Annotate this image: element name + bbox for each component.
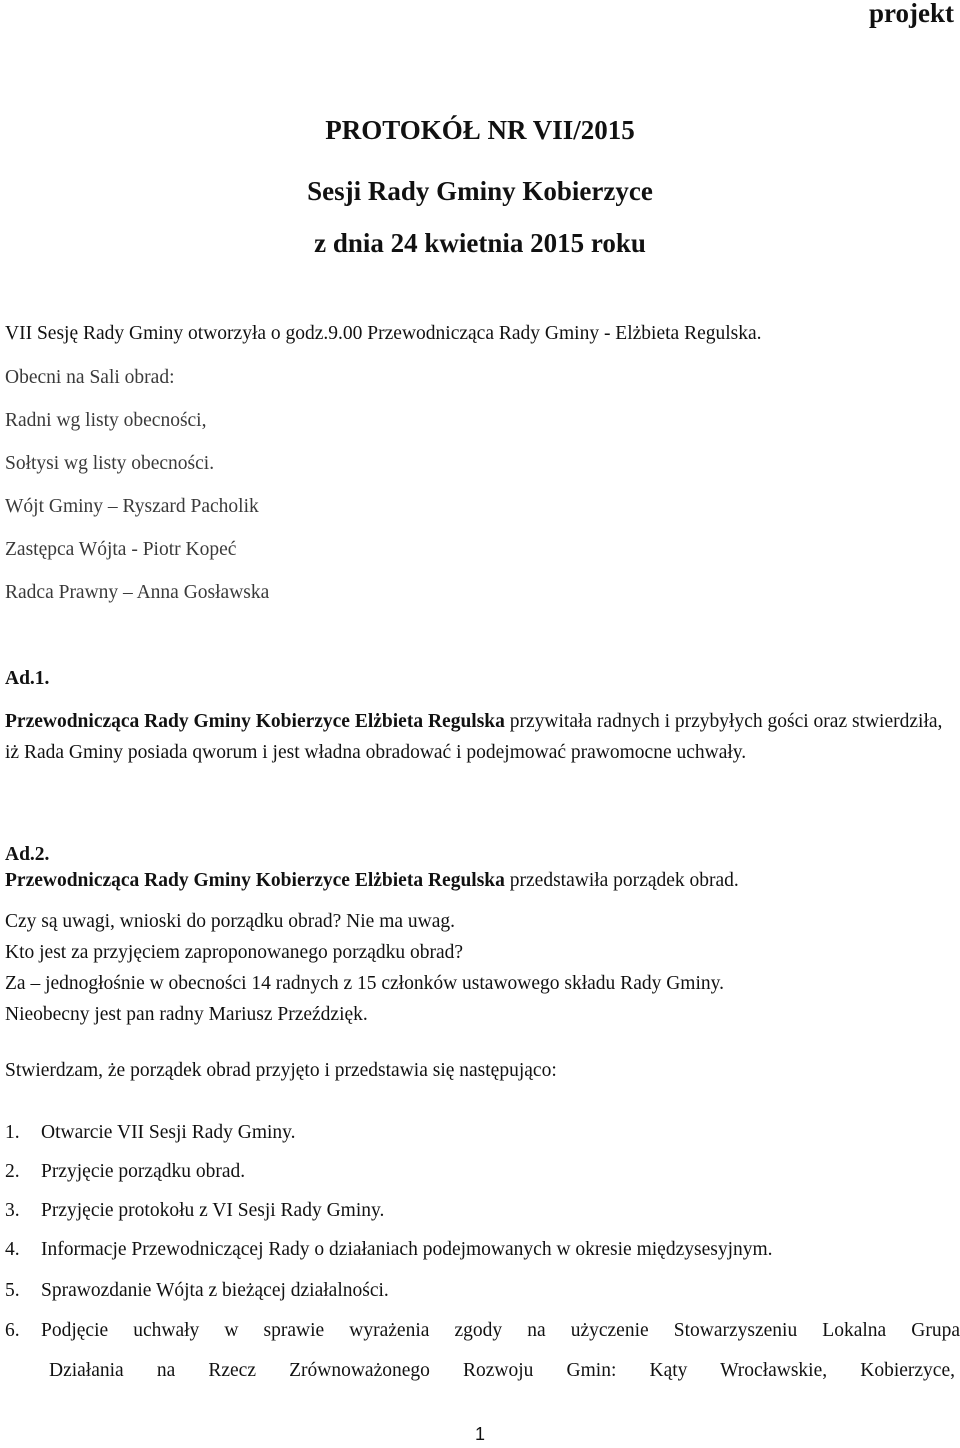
agenda-item-text: Przyjęcie protokołu z VI Sesji Rady Gminy. (41, 1200, 385, 1221)
present-item: Zastępca Wójta - Piotr Kopeć (5, 539, 237, 560)
ad2-heading: Ad.2. (5, 844, 50, 865)
ad2-line: Kto jest za przyjęciem zaproponowanego porządku obrad? (5, 942, 464, 963)
page-number: 1 (474, 1424, 485, 1444)
agenda-statement: Stwierdzam, że porządek obrad przyjęto i przedstawia się następująco: (5, 1060, 557, 1081)
agenda-item-number: 1. (5, 1122, 20, 1143)
present-item: Sołtysi wg listy obecności. (5, 453, 215, 474)
agenda-item (5, 1122, 960, 1144)
ad1-speaker: Przewodnicząca Rady Gminy Kobierzyce Elżbieta Regulska (5, 711, 505, 732)
present-item: Wójt Gminy – Ryszard Pacholik (5, 496, 259, 517)
ad2-line: Czy są uwagi, wnioski do porządku obrad? Nie ma uwag. (5, 911, 456, 932)
session-date: z dnia 24 kwietnia 2015 roku (314, 228, 646, 258)
ad2-paragraph (5, 870, 739, 892)
agenda-item-text: Informacje Przewodniczącej Rady o działaniach podejmowanych w okresie międzysesyjnym. (41, 1239, 773, 1260)
agenda-item (5, 1239, 960, 1261)
agenda-item-text: Podjęcie uchwały w sprawie wyrażenia zgody na użyczenie Stowarzyszeniu Lokalna Grupa (41, 1320, 960, 1341)
ad2-line: Nieobecny jest pan radny Mariusz Przeździęk. (5, 1004, 368, 1025)
agenda-item (5, 1161, 960, 1183)
agenda-item-text: Przyjęcie porządku obrad. (41, 1161, 246, 1182)
agenda-item (5, 1320, 960, 1342)
present-item: Radni wg listy obecności, (5, 410, 207, 431)
opening-line: VII Sesję Rady Gminy otworzyła o godz.9.00 Przewodnicząca Rady Gminy - Elżbieta Regulska. (5, 323, 762, 344)
present-item: Radca Prawny – Anna Gosławska (5, 582, 270, 603)
ad1-text: przywitała radnych i przybyłych gości oraz stwierdziła, iż Rada Gminy posiada qworum i jest władna obradować i podejmować prawomocne uchwały. (5, 711, 943, 763)
agenda-item-continuation: Działania na Rzecz Zrównoważonego Rozwoju Gmin: Kąty Wrocławskie, Kobierzyce, (49, 1360, 955, 1381)
ad2-speaker: Przewodnicząca Rady Gminy Kobierzyce Elżbieta Regulska (5, 870, 505, 891)
ad1-heading: Ad.1. (5, 668, 50, 689)
present-heading: Obecni na Sali obrad: (5, 367, 175, 388)
agenda-item-text: Otwarcie VII Sesji Rady Gminy. (41, 1122, 296, 1143)
agenda-item (5, 1280, 960, 1302)
agenda-item-number: 5. (5, 1280, 20, 1301)
agenda-item-number: 2. (5, 1161, 20, 1182)
protocol-title: PROTOKÓŁ NR VII/2015 (325, 115, 635, 145)
agenda-item (5, 1200, 960, 1222)
ad2-text: przedstawiła porządek obrad. (504, 870, 739, 891)
agenda-item-number: 6. (5, 1320, 20, 1341)
draft-stamp: projekt (869, 0, 954, 28)
ad2-line: Za – jednogłośnie w obecności 14 radnych z 15 członków ustawowego składu Rady Gminy. (5, 973, 724, 994)
agenda-item-text: Sprawozdanie Wójta z bieżącej działalności. (41, 1280, 389, 1301)
session-title: Sesji Rady Gminy Kobierzyce (307, 176, 653, 206)
ad1-paragraph (5, 706, 955, 768)
agenda-item-number: 3. (5, 1200, 20, 1221)
agenda-item-number: 4. (5, 1239, 20, 1260)
